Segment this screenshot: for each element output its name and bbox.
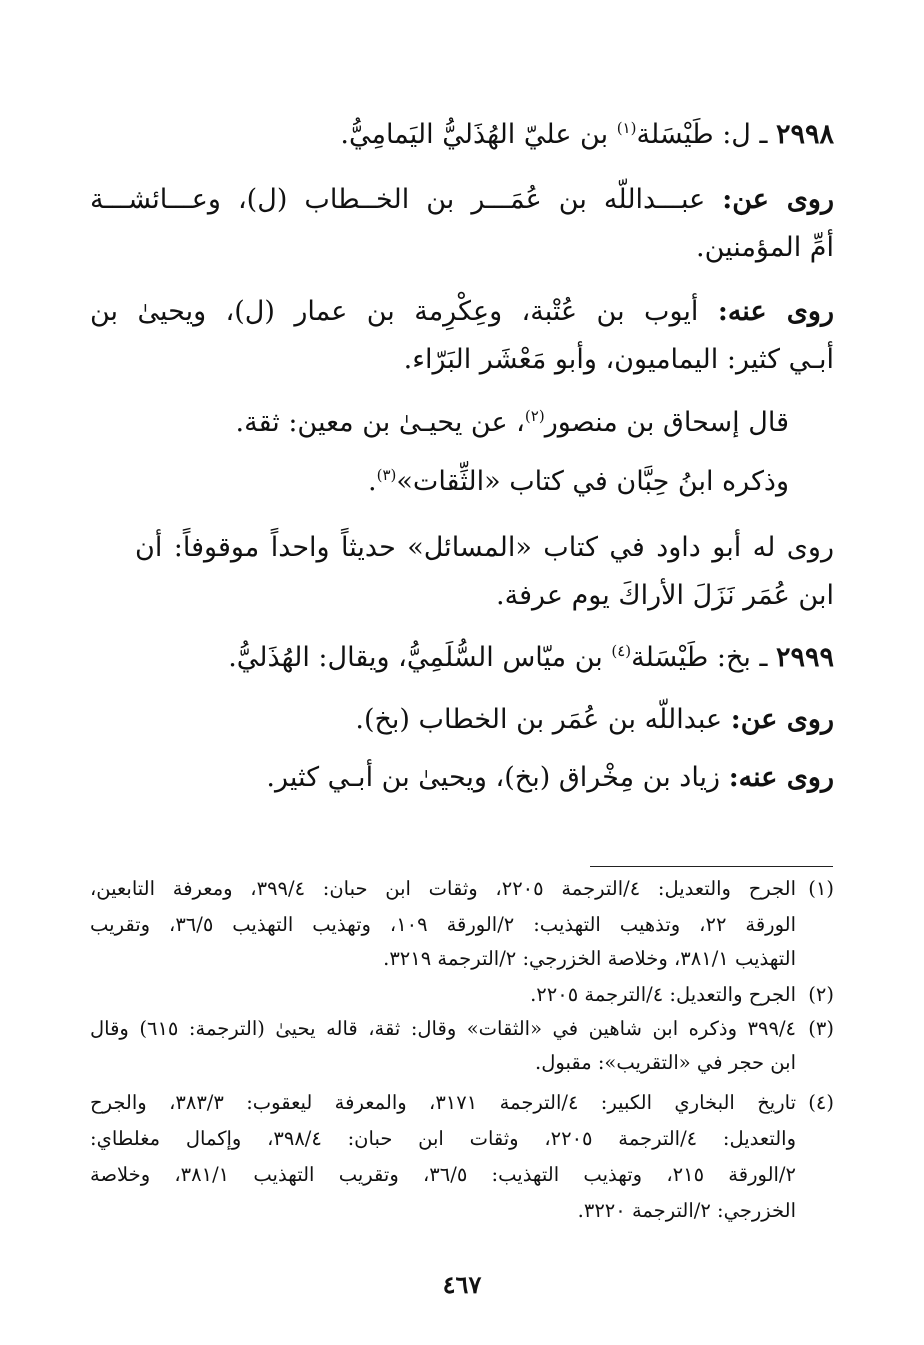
entry-number: ٢٩٩٩ [775,642,834,673]
entry-heading-2998 [340,115,834,155]
footnote-number: (٣) [808,1017,834,1040]
footnote-line: ٢/الورقة ٢١٥، وتهذيب التهذيب: ٣٦/٥، وتقريب التهذيب ٣٨١/١، وخلاصة [90,1163,796,1186]
quote-ibn-maeen [236,403,789,443]
footnote-ref: (٢) [524,407,545,425]
entry-name: ل: طَيْسَلة [636,119,751,150]
paragraph-line-1 [135,528,834,568]
footnote-number: (٢) [808,983,834,1006]
riwaya-anhu-label: روى عنه: [717,296,835,327]
quote-text: قال إسحاق بن منصور [544,407,789,438]
entry-separator: ـ [750,119,776,150]
riwaya-anhu-text: زياد بن مِخْراق (بخ)، ويحيىٰ بن أبـي كثير. [266,762,729,793]
riwaya-an-label: روى عن: [722,184,834,215]
footnote-line: ابن حجر في «التقريب»: مقبول. [535,1051,796,1074]
riwaya-anhu-text: أيوب بن عُتْبة، وعِكْرِمة بن عمار (ل)، ويحيىٰ بن [90,296,718,327]
entry-name-rest: بن عليّ الهُذَليُّ اليَمامِيُّ. [340,119,617,150]
footnote-number: (١) [808,877,834,900]
footnote-line: الجرح والتعديل: ٤/الترجمة ٢٢٠٥. [530,983,796,1006]
riwaya-anhu-2999 [266,758,834,798]
page-number: ٤٦٧ [442,1270,482,1299]
riwaya-anhu-line-1 [90,292,834,332]
footnote-line: الورقة ٢٢، وتذهيب التهذيب: ٢/الورقة ١٠٩، وتهذيب التهذيب ٣٦/٥، وتقريب [90,913,797,936]
paragraph-line-2 [496,576,834,616]
riwaya-an-text: عبـــداللّه بن عُمَـــر بن الخــطاب (ل)، وعـــائشـــة [90,184,723,215]
entry-name-rest: بن ميّاس السُّلَمِيُّ، ويقال: الهُذَليُّ. [228,642,612,673]
entry-name: بخ: طَيْسَلة [631,642,751,673]
footnote-ref: (٣) [376,466,397,484]
riwaya-an-line-2 [696,228,834,268]
paragraph-text: روى له أبو داود في كتاب «المسائل» حديثاً واحداً موقوفاً: أن [135,532,834,563]
riwaya-anhu-text-cont: أبـي كثير: اليماميون، وأبو مَعْشَر البَرّاء. [403,344,834,375]
riwaya-an-2999 [355,700,834,740]
riwaya-anhu-line-2 [404,340,834,380]
entry-heading-2999 [228,638,834,678]
footnote-line: تاريخ البخاري الكبير: ٤/الترجمة ٣١٧١، والمعرفة ليعقوب: ٣٨٣/٣، والجرح [90,1091,797,1114]
riwaya-an-line-1 [90,180,834,220]
footnote-divider [590,866,833,867]
quote-text: وذكره ابنُ حِبَّان في كتاب «الثِّقات» [396,466,789,497]
paragraph-text-cont: ابن عُمَر نَزَلَ الأراكَ يوم عرفة. [496,580,834,611]
footnote-line: الخزرجي: ٢/الترجمة ٣٢٢٠. [577,1199,796,1222]
riwaya-anhu-label: روى عنه: [728,762,834,793]
footnote-number: (٤) [808,1091,834,1114]
entry-separator: ـ [750,642,776,673]
quote-text-rest: . [368,466,377,497]
riwaya-an-text-cont: أمِّ المؤمنين. [696,232,834,263]
footnote-line: الجرح والتعديل: ٤/الترجمة ٢٢٠٥، وثقات ابن حبان: ٣٩٩/٤، ومعرفة التابعين، [90,877,796,900]
entry-number: ٢٩٩٨ [775,119,834,150]
riwaya-an-text: عبداللّه بن عُمَر بن الخطاب (بخ). [355,704,731,735]
footnote-ref: (١) [616,119,637,137]
footnote-line: ٣٩٩/٤ وذكره ابن شاهين في «الثقات» وقال: ثقة، قاله يحيىٰ (الترجمة: ٦١٥) وقال [90,1017,796,1040]
footnote-line: التهذيب ٣٨١/١، وخلاصة الخزرجي: ٢/الترجمة ٣٢١٩. [383,947,796,970]
quote-ibn-hibban [368,462,789,502]
footnote-ref: (٤) [611,642,632,660]
footnote-line: والتعديل: ٤/الترجمة ٢٢٠٥، وثقات ابن حبان: ٣٩٨/٤، وإكمال مغلطاي: [90,1127,796,1150]
quote-text-rest: ، عن يحيـىٰ بن معين: ثقة. [235,407,525,438]
riwaya-an-label: روى عن: [730,704,834,735]
